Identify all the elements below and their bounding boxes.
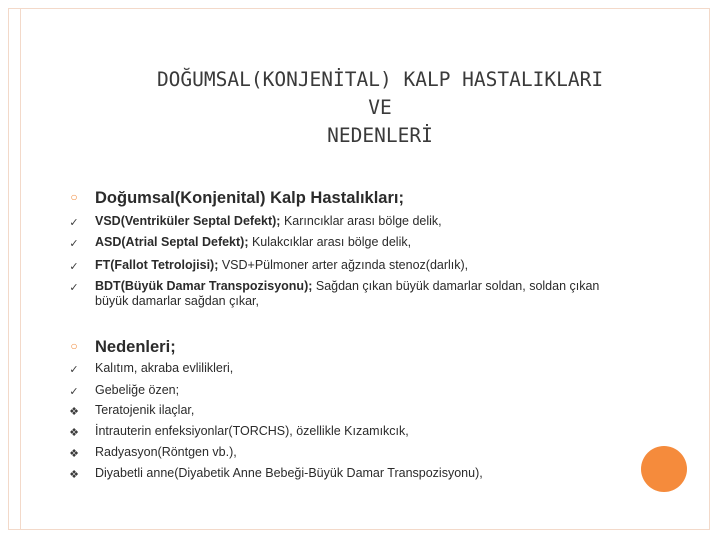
diamond-bullet-icon: ❖ xyxy=(69,406,79,418)
item-term: BDT(Büyük Damar Transpozisyonu); xyxy=(95,279,313,293)
title-line-1: DOĞUMSAL(KONJENİTAL) KALP HASTALIKLARI xyxy=(156,68,604,91)
item-desc: Karıncıklar arası bölge delik, xyxy=(280,214,442,228)
title-line-2: VE xyxy=(368,96,392,119)
item-term: FT(Fallot Tetrolojisi); xyxy=(95,258,219,272)
section2-heading: Nedenleri; xyxy=(95,338,176,356)
item-term: ASD(Atrial Septal Defekt); xyxy=(95,235,249,249)
title-line-3: NEDENLERİ xyxy=(327,124,433,147)
left-rule xyxy=(20,8,21,530)
diamond-bullet-icon: ❖ xyxy=(69,427,79,439)
item-desc: Kulakcıklar arası bölge delik, xyxy=(248,235,412,249)
check-bullet-icon: ✓ xyxy=(69,282,79,294)
item-text: Teratojenik ilaçlar, xyxy=(95,403,195,417)
decorative-circle xyxy=(641,446,687,492)
diamond-bullet-icon: ❖ xyxy=(69,469,79,481)
item-text: Radyasyon(Röntgen vb.), xyxy=(95,445,237,459)
ring-bullet-icon: ○ xyxy=(70,339,78,353)
item-desc: VSD+Pülmoner arter ağzında stenoz(darlık), xyxy=(218,258,469,272)
item-term: VSD(Ventriküler Septal Defekt); xyxy=(95,214,281,228)
item-desc-cont: büyük damarlar sağdan çıkar, xyxy=(95,294,259,308)
item-text: Kalıtım, akraba evlilikleri, xyxy=(95,361,234,375)
check-bullet-icon: ✓ xyxy=(69,261,79,273)
ring-bullet-icon: ○ xyxy=(70,190,78,204)
section1-heading: Doğumsal(Konjenital) Kalp Hastalıkları; xyxy=(95,189,404,207)
check-bullet-icon: ✓ xyxy=(69,238,79,250)
item-text: Gebeliğe özen; xyxy=(95,383,180,397)
slide-title xyxy=(60,66,700,150)
check-bullet-icon: ✓ xyxy=(69,364,79,376)
item-desc: Sağdan çıkan büyük damarlar soldan, soldan çıkan xyxy=(312,279,600,293)
diamond-bullet-icon: ❖ xyxy=(69,448,79,460)
item-text: Diyabetli anne(Diyabetik Anne Bebeği-Büyük Damar Transpozisyonu), xyxy=(95,466,483,480)
check-bullet-icon: ✓ xyxy=(69,386,79,398)
item-text: İntrauterin enfeksiyonlar(TORCHS), özellikle Kızamıkcık, xyxy=(95,424,409,438)
check-bullet-icon: ✓ xyxy=(69,217,79,229)
